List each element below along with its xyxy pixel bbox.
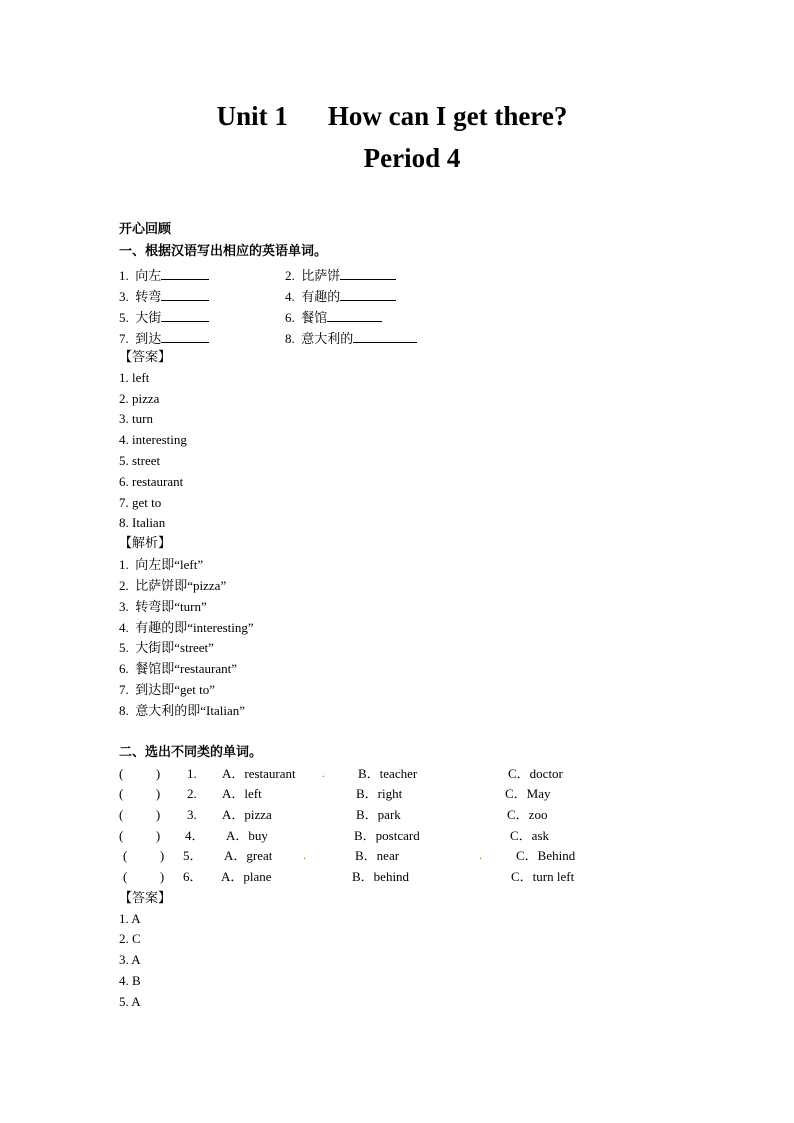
item-text: 比萨饼 <box>301 268 341 283</box>
fill-item-2 <box>285 266 396 284</box>
answer-line: 3. turn <box>119 411 153 426</box>
choice-paren: ( ) <box>119 786 161 801</box>
answer-blank <box>327 308 382 322</box>
option-b: B．right <box>356 786 403 801</box>
option-c: C．zoo <box>507 807 548 822</box>
item-text: 转弯 <box>135 289 162 304</box>
choice-number: 6． <box>183 869 203 884</box>
option-c: C．ask <box>510 828 550 843</box>
analysis-line: 2. 比萨饼即“pizza” <box>119 578 227 593</box>
answer-line: 3. A <box>119 952 141 967</box>
choice-number: 2. <box>187 786 197 801</box>
option-c: C．turn left <box>511 869 575 884</box>
item-number: 2. <box>285 268 295 283</box>
choice-paren: ( ) <box>119 807 161 822</box>
answer-line: 8. Italian <box>119 515 166 530</box>
option-a: A．great <box>224 848 273 863</box>
choice-paren: ( ) <box>119 766 161 781</box>
option-b: B．behind <box>352 869 410 884</box>
fill-item-6 <box>285 308 382 326</box>
answer-label: 【答案】 <box>119 890 172 905</box>
analysis-label: 【解析】 <box>119 535 172 550</box>
answer-blank <box>340 266 396 280</box>
option-c: C．Behind <box>516 848 576 863</box>
answer-blank <box>161 287 209 301</box>
answer-line: 5. A <box>119 994 141 1009</box>
choice-paren: ( ) <box>123 848 165 863</box>
option-a: A．plane <box>221 869 272 884</box>
answer-blank <box>161 329 209 343</box>
analysis-line: 3. 转弯即“turn” <box>119 599 207 614</box>
item-number: 6. <box>285 310 295 325</box>
page-title <box>0 101 789 132</box>
option-b: B．near <box>355 848 400 863</box>
answer-blank <box>161 266 209 280</box>
unit-question: How can I get there? <box>327 101 568 131</box>
choice-paren: ( ) <box>123 869 165 884</box>
choice-number: 3. <box>187 807 197 822</box>
item-number: 4. <box>285 289 295 304</box>
analysis-line: 5. 大街即“street” <box>119 640 214 655</box>
answer-line: 4. interesting <box>119 432 187 447</box>
option-c: C．doctor <box>508 766 563 781</box>
review-heading: 开心回顾 <box>119 222 172 237</box>
stray-dot: . <box>479 848 482 862</box>
item-text: 意大利的 <box>301 331 354 346</box>
fill-item-4 <box>285 287 396 305</box>
choice-number: 1. <box>187 766 197 781</box>
item-text: 大街 <box>135 310 162 325</box>
item-number: 5. <box>119 310 129 325</box>
answer-line: 6. restaurant <box>119 474 184 489</box>
answer-line: 1. A <box>119 911 141 926</box>
choice-number: 4． <box>185 828 205 843</box>
item-number: 7. <box>119 331 129 346</box>
section1-heading: 一、根据汉语写出相应的英语单词。 <box>119 244 328 259</box>
analysis-line: 7. 到达即“get to” <box>119 682 216 697</box>
stray-dot: . <box>322 766 325 780</box>
answer-line: 5. street <box>119 453 161 468</box>
answer-line: 7. get to <box>119 495 162 510</box>
unit-label: Unit 1 <box>216 101 288 131</box>
option-a: A．left <box>222 786 262 801</box>
answer-line: 1. left <box>119 370 150 385</box>
answer-line: 4. B <box>119 973 141 988</box>
item-text: 向左 <box>135 268 162 283</box>
fill-item-5 <box>119 308 209 326</box>
answer-line: 2. C <box>119 931 141 946</box>
analysis-line: 1. 向左即“left” <box>119 557 204 572</box>
option-a: A．restaurant <box>222 766 296 781</box>
option-b: B．park <box>356 807 401 822</box>
option-a: A．pizza <box>222 807 272 822</box>
answer-label: 【答案】 <box>119 349 172 364</box>
item-text: 到达 <box>135 331 162 346</box>
answer-blank <box>353 329 417 343</box>
stray-dot: . <box>303 848 306 862</box>
option-b: B．postcard <box>354 828 420 843</box>
analysis-line: 6. 餐馆即“restaurant” <box>119 661 238 676</box>
choice-paren: ( ) <box>119 828 161 843</box>
option-a: A．buy <box>226 828 268 843</box>
fill-item-3 <box>119 287 209 305</box>
fill-item-1 <box>119 266 209 284</box>
section2-heading: 二、选出不同类的单词。 <box>119 745 263 760</box>
period-title: Period 4 <box>363 143 461 173</box>
item-number: 1. <box>119 268 129 283</box>
fill-item-8 <box>285 329 417 347</box>
option-b: B．teacher <box>358 766 418 781</box>
answer-line: 2. pizza <box>119 391 160 406</box>
fill-item-7 <box>119 329 209 347</box>
item-number: 3. <box>119 289 129 304</box>
item-text: 有趣的 <box>301 289 341 304</box>
analysis-line: 8. 意大利的即“Italian” <box>119 703 245 718</box>
answer-blank <box>161 308 209 322</box>
analysis-line: 4. 有趣的即“interesting” <box>119 620 254 635</box>
answer-blank <box>340 287 396 301</box>
choice-number: 5． <box>183 848 203 863</box>
option-c: C．May <box>505 786 551 801</box>
item-text: 餐馆 <box>301 310 328 325</box>
item-number: 8. <box>285 331 295 346</box>
